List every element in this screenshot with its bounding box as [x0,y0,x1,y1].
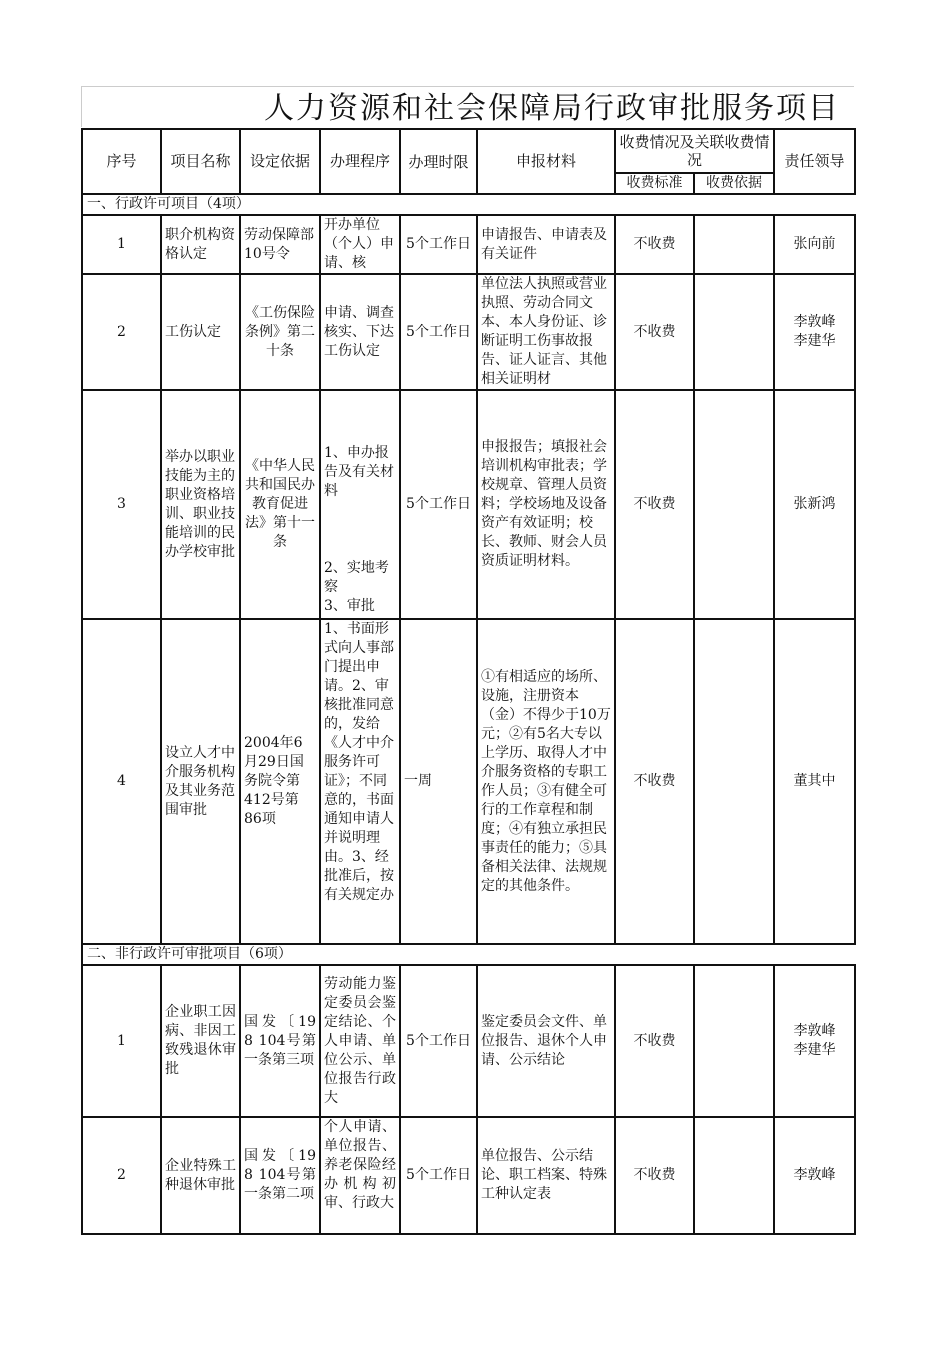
row-time: 5个工作日 [400,274,477,390]
procedure-step-1: 1、申办报告及有关材料 [324,445,394,499]
row-name: 工伤认定 [161,274,240,390]
table-row [82,274,855,390]
row-materials: 鉴定委员会文件、单位报告、退休个人申请、公示结论 [477,965,615,1117]
row-fee: 不收费 [615,390,694,619]
row-procedure [320,390,400,619]
row-fee: 不收费 [615,965,694,1117]
procedure-step-2: 2、实地考察 3、审批 [324,560,389,614]
row-fee-basis [694,215,774,274]
row-materials: 单位法人执照或营业执照、劳动合同文本、本人身份证、诊断证明工伤事故报告、证人证言、其他相关证明材 [477,274,615,390]
row-fee: 不收费 [615,215,694,274]
row-leader: 张新鸿 [774,390,855,619]
row-basis: 《工伤保险条例》第二十条 [240,274,320,390]
header-basis: 设定依据 [240,129,320,194]
row-name: 企业特殊工种退休审批 [161,1117,240,1234]
row-index: 3 [82,390,161,619]
page-title: 人力资源和社会保障局行政审批服务项目 [264,91,840,126]
row-fee-basis [694,274,774,390]
row-name: 设立人才中介服务机构及其业务范围审批 [161,619,240,944]
approval-items-table [81,128,856,1235]
header-fee-group: 收费情况及关联收费情况 [615,129,774,173]
row-leader: 张向前 [774,215,855,274]
table-row [82,619,855,944]
section-row [82,194,855,215]
row-procedure: 个人申请、单位报告、养老保险经办机构初审、行政大 [320,1117,400,1234]
section-row [82,944,855,965]
section-label: 二、非行政许可审批项目（6项） [82,944,855,965]
row-leader: 李敦峰 李建华 [774,274,855,390]
row-leader: 李敦峰 李建华 [774,965,855,1117]
row-index: 2 [82,274,161,390]
row-index: 1 [82,965,161,1117]
row-leader: 李敦峰 [774,1117,855,1234]
row-fee-basis [694,1117,774,1234]
title-cell [81,86,854,127]
row-procedure: 1、书面形式向人事部门提出申请。2、审核批准同意的，发给《人才中介服务许可证》；不同意的，书面通知申请人并说明理由。3、经批准后，按有关规定办 [320,619,400,944]
row-index: 1 [82,215,161,274]
header-leader: 责任领导 [774,129,855,194]
header-name: 项目名称 [161,129,240,194]
row-index: 2 [82,1117,161,1234]
header-index: 序号 [82,129,161,194]
row-basis: 2004年6月29日国务院令第412号第86项 [240,619,320,944]
row-materials: 申报报告；填报社会培训机构审批表；学校规章、管理人员资料；学校场地及设备资产有效证明；校长、教师、财会人员资质证明材料。 [477,390,615,619]
header-procedure: 办理程序 [320,129,400,194]
row-time: 5个工作日 [400,390,477,619]
header-row [82,129,855,173]
row-basis: 国发〔19 8 104号第一条第二项 [240,1117,320,1234]
header-fee-standard: 收费标准 [615,173,694,194]
row-procedure: 开办单位（个人）申请、核 [320,215,400,274]
row-name: 职介机构资格认定 [161,215,240,274]
row-basis: 《中华人民共和国民办教育促进法》第十一条 [240,390,320,619]
row-procedure: 申请、调查核实、下达工伤认定 [320,274,400,390]
row-basis: 劳动保障部10号令 [240,215,320,274]
table-row [82,215,855,274]
row-fee: 不收费 [615,1117,694,1234]
row-procedure: 劳动能力鉴定委员会鉴定结论、个人申请、单位公示、单位报告行政大 [320,965,400,1117]
row-materials: 申请报告、申请表及有关证件 [477,215,615,274]
section-label: 一、行政许可项目（4项） [82,194,855,215]
row-fee: 不收费 [615,274,694,390]
row-time: 5个工作日 [400,965,477,1117]
row-time: 一周 [400,619,477,944]
table-row [82,390,855,619]
row-fee-basis [694,619,774,944]
header-time-label: 办理时限 [408,152,469,171]
table-row [82,965,855,1117]
row-name: 企业职工因病、非因工致残退休审批 [161,965,240,1117]
row-fee: 不收费 [615,619,694,944]
row-materials: 单位报告、公示结论、职工档案、特殊工种认定表 [477,1117,615,1234]
row-name: 举办以职业技能为主的职业资格培训、职业技能培训的民办学校审批 [161,390,240,619]
table-row [82,1117,855,1234]
row-materials: ①有相适应的场所、设施，注册资本（金）不得少于10万元；②有5名大专以上学历、取得人才中介服务资格的专职工作人员；③有健全可行的工作章程和制度；④有独立承担民事责任的能力；⑤具备相关法律、法规规定的其他条件。 [477,619,615,944]
row-fee-basis [694,390,774,619]
row-basis: 国发〔19 8 104号第一条第三项 [240,965,320,1117]
header-time [400,129,477,194]
row-time: 5个工作日 [400,1117,477,1234]
row-leader: 董其中 [774,619,855,944]
row-time: 5个工作日 [400,215,477,274]
header-fee-basis: 收费依据 [694,173,774,194]
row-index: 4 [82,619,161,944]
row-fee-basis [694,965,774,1117]
header-materials: 申报材料 [477,129,615,194]
